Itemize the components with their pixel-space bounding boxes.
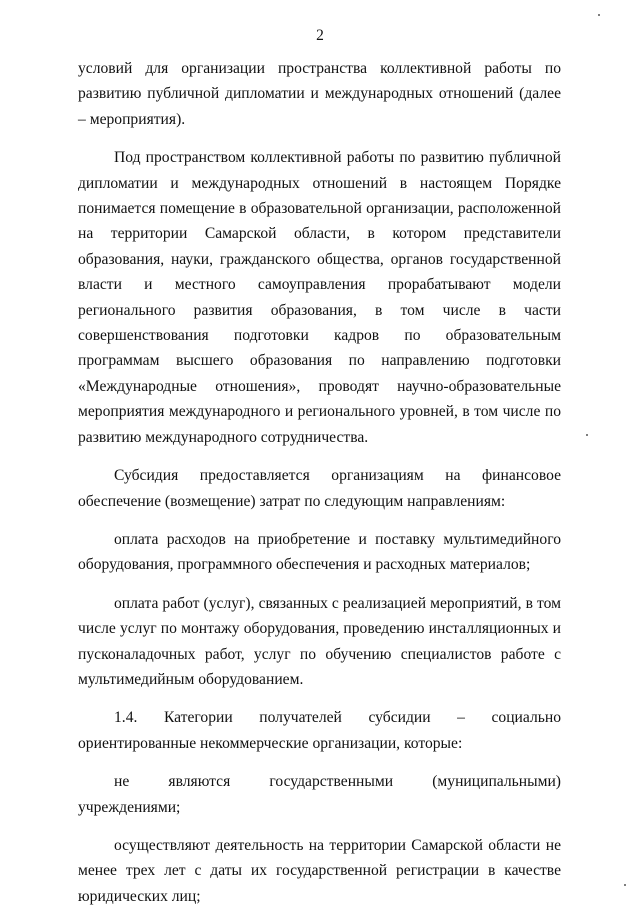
paragraph-recipient-categories: 1.4. Категории получателей субсидии – социально ориентированные некоммерческие организации, которые:: [78, 709, 561, 752]
paragraph-criterion-not-state: не являются государственными (муниципальными) учреждениями;: [78, 773, 561, 816]
scan-speck: [598, 14, 600, 16]
scan-speck: [586, 434, 588, 436]
document-body: [78, 56, 561, 909]
paragraph-space-definition: Под пространством коллективной работы по развитию публичной дипломатии и международных отношений в настоящем Порядке понимается помещение в образовательной организации, расположенной на территории Самарской области, в котором представители образования, науки, гражданского общества, органов государственной власти и местного самоуправления прорабатывают модели регионального развития образования, в том числе в части совершенствования подготовки кадров по образовательным программам высшего образования по направлению подготовки «Международные отношения», проводят научно-образовательные мероприятия международного и регионального уровней, в том числе по развитию международного сотрудничества.: [78, 149, 561, 446]
paragraph-expense-services: оплата работ (услуг), связанных с реализацией мероприятий, в том числе услуг по монтажу оборудования, проведению инсталляционных и пусконаладочных работ, услуг по обучению специалистов работе с мультимедийным оборудованием.: [78, 594, 561, 688]
paragraph-continuation: условий для организации пространства коллективной работы по развитию публичной дипломатии и международных отношений (далее – мероприятия).: [78, 60, 561, 128]
scan-speck: [624, 884, 626, 886]
paragraph-subsidy-purpose: Субсидия предоставляется организациям на финансовое обеспечение (возмещение) затрат по следующим направлениям:: [78, 467, 561, 510]
paragraph-expense-equipment: оплата расходов на приобретение и поставку мультимедийного оборудования, программного обеспечения и расходных материалов;: [78, 530, 561, 574]
page-number: 2: [316, 27, 324, 44]
paragraph-criterion-activity: осуществляют деятельность на территории Самарской области не менее трех лет с даты их государственной регистрации в качестве юридических лиц;: [78, 836, 561, 905]
